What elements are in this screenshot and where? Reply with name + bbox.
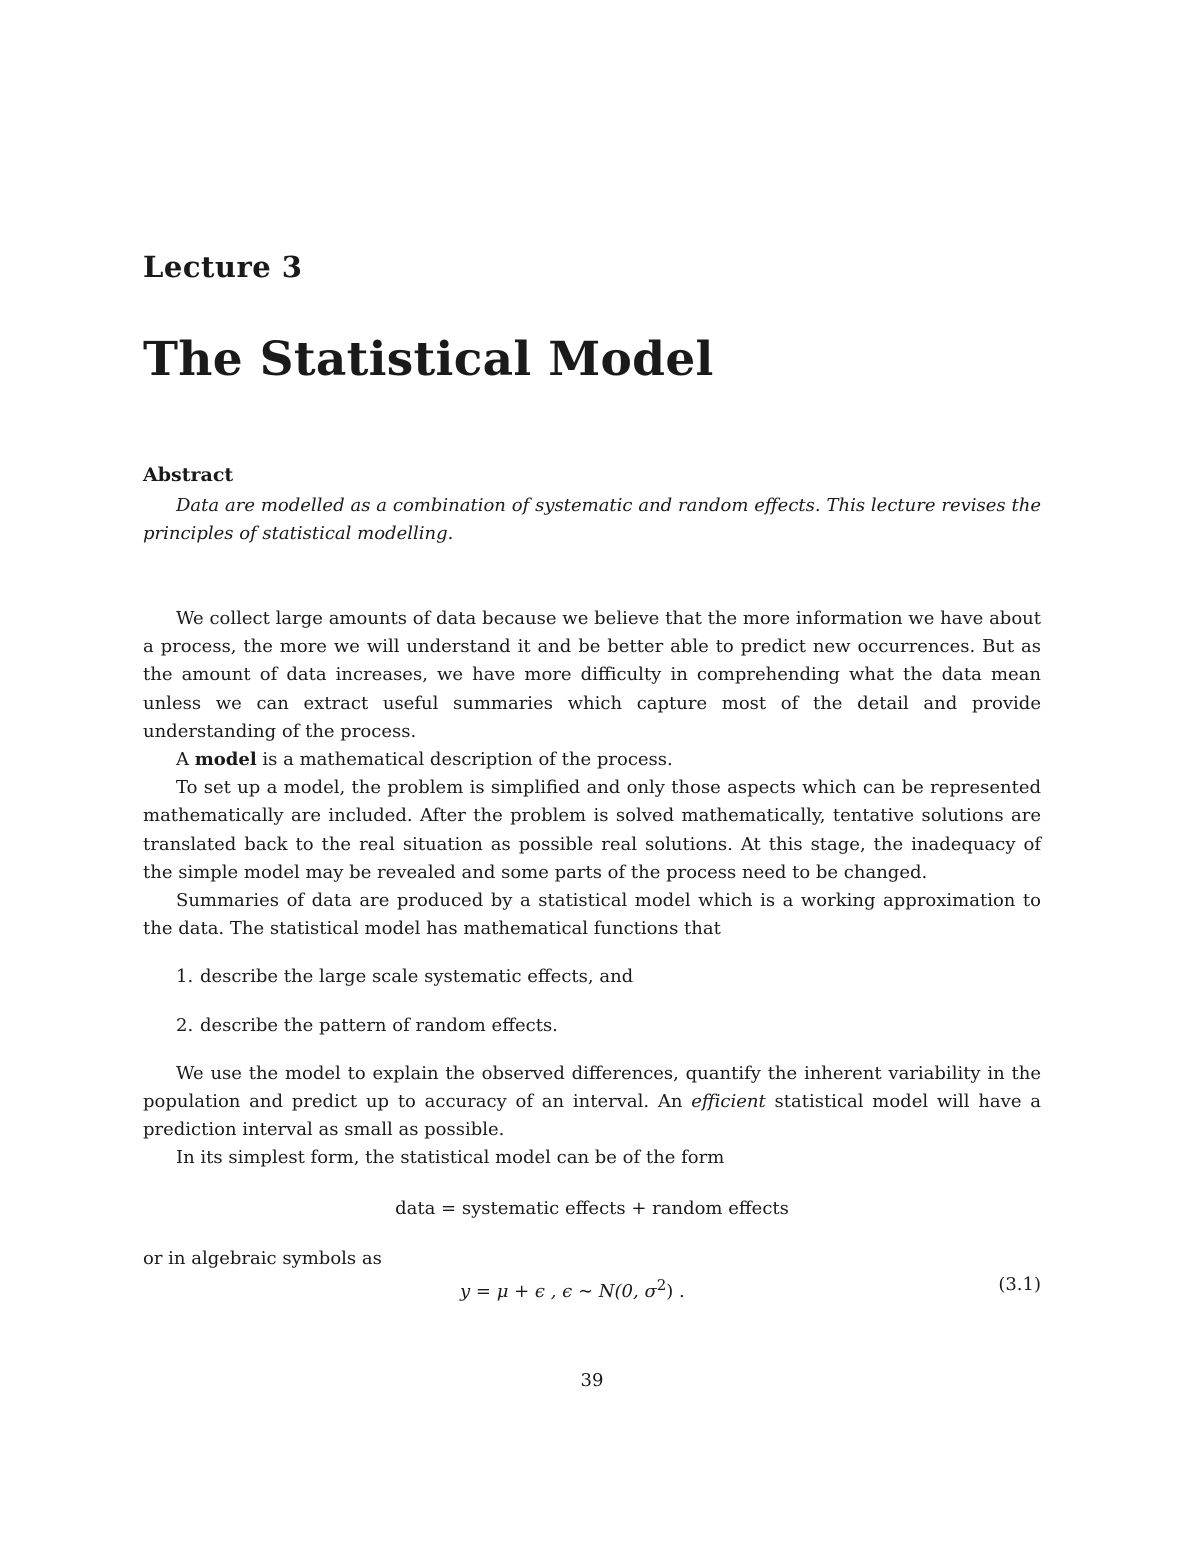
text-fragment: statistical model will have a prediction interval as small as possible. bbox=[143, 1091, 1041, 1141]
page-number: 39 bbox=[580, 1370, 604, 1391]
equation-formula bbox=[460, 1271, 685, 1306]
chapter-title: The Statistical Model bbox=[143, 332, 714, 387]
function-list bbox=[143, 963, 1041, 1039]
paragraph-usage bbox=[143, 1060, 1041, 1145]
list-number: 2. bbox=[176, 1014, 194, 1036]
paragraph-setup: To set up a model, the problem is simplified and only those aspects which can be represented mathematically are included. After the problem is solved mathematically, tentative solutions are translated back to the real situation as possible real solutions. At this stage, the inadequacy of the simple model may be revealed and some parts of the process need to be changed. bbox=[143, 777, 1041, 883]
paragraph-simplest-form: In its simplest form, the statistical model can be of the form bbox=[176, 1147, 725, 1169]
display-equation: data = systematic effects + random effects bbox=[395, 1197, 789, 1219]
term-efficient: efficient bbox=[691, 1091, 766, 1113]
equation-end: ) . bbox=[666, 1280, 685, 1302]
term-model: model bbox=[194, 749, 257, 771]
equation-superscript: 2 bbox=[656, 1275, 667, 1294]
list-item-text: describe the large scale systematic effects, and bbox=[200, 966, 634, 988]
list-item bbox=[143, 1012, 1041, 1040]
equation-rhs: , ϵ ∼ N(0, σ bbox=[545, 1280, 657, 1302]
lecture-label: Lecture 3 bbox=[143, 250, 303, 284]
page bbox=[143, 0, 1041, 1553]
paragraph-intro: We collect large amounts of data because we believe that the more information we have about a process, the more we will understand it and be better able to predict new occurrences. But as the amount of data increases, we have more difficulty in comprehending what the data mean unless we can extract useful summaries which capture most of the detail and provide understanding of the process. bbox=[143, 608, 1041, 742]
equation-lead: or in algebraic symbols as bbox=[143, 1247, 382, 1269]
list-item-text: describe the pattern of random effects. bbox=[200, 1014, 558, 1036]
text-fragment: is a mathematical description of the process. bbox=[256, 749, 673, 771]
text-fragment: We use the model to explain the observed differences, quantify the inherent variability in the population and predict up to accuracy of an interval. An bbox=[143, 1062, 1041, 1113]
equation-number: (3.1) bbox=[998, 1273, 1041, 1295]
abstract-text: Data are modelled as a combination of systematic and random effects. This lecture revises the principles of statistical modelling. bbox=[143, 495, 1041, 544]
list-number: 1. bbox=[176, 966, 194, 988]
list-item bbox=[143, 963, 1041, 991]
paragraph-summaries: Summaries of data are produced by a statistical model which is a working approximation to the data. The statistical model has mathematical functions that bbox=[143, 890, 1041, 940]
text-fragment: A bbox=[176, 749, 195, 771]
abstract-heading: Abstract bbox=[143, 464, 234, 486]
paragraph-model-definition bbox=[143, 746, 1041, 774]
equation-lhs: y = μ + ϵ bbox=[460, 1280, 545, 1302]
